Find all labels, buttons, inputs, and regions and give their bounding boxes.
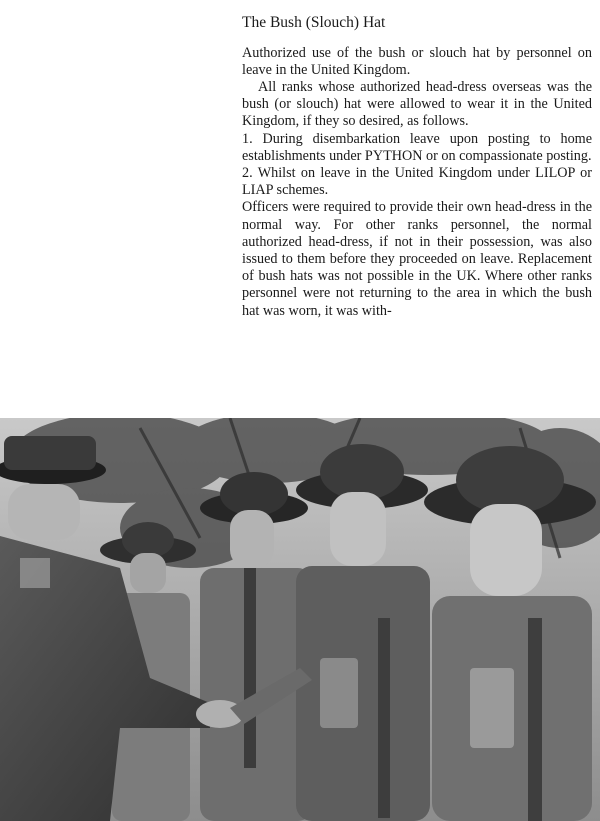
paragraph-item-1: 1. During disembarkation leave upon posting to home establishments under PYTHON or on compassionate posting. xyxy=(242,130,592,164)
paragraph-all-ranks: All ranks whose authorized head-dress overseas was the bush (or slouch) hat were allowed to wear it in the United Kingdom, if they so desired, as follows. xyxy=(242,79,592,130)
article-title: The Bush (Slouch) Hat xyxy=(242,14,386,31)
paragraph-officers: Officers were required to provide their own head-dress in the normal way. For other ranks personnel, the normal authorized head-dress, if not in their possession, was also issued to them before they proceeded on leave. Replacement of bush hats was not possible in the UK. Where other ranks personnel were not returning to the area in which the bush hat was worn, it was with- xyxy=(242,199,592,319)
photo-illustration xyxy=(0,418,600,821)
soldier-center-right xyxy=(296,444,430,821)
soldier-right xyxy=(424,446,596,821)
article-column xyxy=(242,14,592,320)
photo-handshake xyxy=(0,418,600,821)
paragraph-intro: Authorized use of the bush or slouch hat by personnel on leave in the United Kingdom. xyxy=(242,44,592,78)
paragraph-item-2: 2. Whilst on leave in the United Kingdom under LILOP or LIAP schemes. xyxy=(242,165,592,199)
